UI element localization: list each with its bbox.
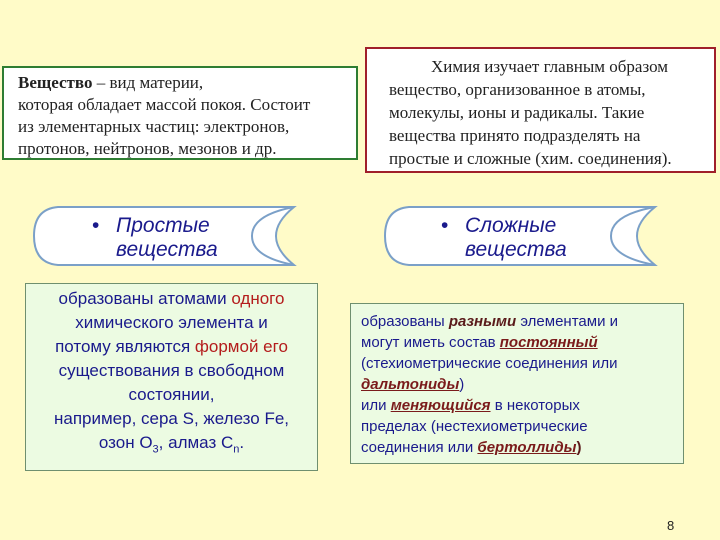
- complex-desc-line-1: [361, 311, 677, 332]
- simple-title-line-2: вещества: [116, 238, 218, 261]
- definition-line-2: которая обладает массой покоя. Состоит: [18, 95, 311, 114]
- simple-desc-line-5: состоянии,: [128, 385, 215, 404]
- complex-desc-line-5: [361, 395, 677, 416]
- complex-desc-line-7: [361, 437, 677, 458]
- complex-description: [350, 303, 684, 464]
- definition-term: Вещество: [18, 73, 93, 92]
- chemistry-line-3: молекулы, ионы и радикалы. Такие: [389, 103, 645, 122]
- chemistry-line-4: вещества принято подразделять на: [389, 126, 641, 145]
- simple-desc-line-7: [30, 431, 313, 461]
- definition-line-3: из элементарных частиц: электронов,: [18, 117, 290, 136]
- complex-title-line-1: Сложные: [465, 214, 557, 237]
- complex-text: могут иметь состав: [361, 334, 500, 351]
- simple-text: образованы атомами: [58, 289, 232, 308]
- complex-text: ): [459, 376, 465, 393]
- chemistry-box: [365, 47, 716, 173]
- page-number: 8: [667, 518, 675, 533]
- complex-em-constant: постоянный: [499, 334, 598, 351]
- complex-text: элементами и: [516, 313, 618, 330]
- simple-text: , алмаз C: [158, 433, 234, 452]
- simple-bullet: •: [92, 214, 100, 237]
- definition-line-1: [18, 72, 346, 94]
- complex-text: образованы: [361, 313, 449, 330]
- complex-bullet: •: [441, 214, 449, 237]
- matter-definition-box: [2, 66, 358, 160]
- complex-text: ): [576, 439, 582, 456]
- complex-text: в некоторых: [490, 397, 580, 414]
- ozone-subscript: 3: [152, 443, 159, 456]
- complex-desc-line-4: [361, 374, 677, 395]
- complex-em-different: разными: [448, 313, 517, 330]
- chemistry-line-1: Химия изучает главным образом: [431, 57, 669, 76]
- complex-substances-title: [441, 214, 567, 262]
- simple-desc-line-3: [30, 335, 313, 359]
- simple-desc-line-2: химического элемента и: [75, 313, 268, 332]
- complex-em-berthollides: бертоллиды: [477, 439, 577, 456]
- simple-text: потому являются: [55, 337, 195, 356]
- chemistry-line-2: вещество, организованное в атомы,: [389, 80, 646, 99]
- complex-text: или: [361, 397, 391, 414]
- simple-desc-line-4: существования в свободном: [58, 361, 285, 380]
- complex-em-changing: меняющийся: [390, 397, 491, 414]
- simple-title-line-1: Простые: [116, 214, 210, 237]
- simple-desc-line-1: [30, 287, 313, 311]
- complex-title-line-2: вещества: [465, 238, 567, 261]
- chemistry-line-5: простые и сложные (хим. соединения).: [389, 149, 672, 168]
- definition-rest: – вид материи,: [92, 73, 204, 92]
- simple-highlight-one: одного: [231, 289, 285, 308]
- complex-em-daltonides: дальтониды: [361, 376, 460, 393]
- simple-substances-title: [92, 214, 218, 262]
- simple-text: озон O: [98, 433, 153, 452]
- simple-desc-line-6: например, сера S, железо Fe,: [53, 409, 290, 428]
- complex-desc-line-2: [361, 332, 677, 353]
- simple-description: [25, 283, 318, 471]
- complex-desc-line-6: пределах (нестехиометрические: [361, 418, 588, 435]
- complex-text: соединения или: [361, 439, 478, 456]
- diamond-subscript: n: [233, 443, 240, 456]
- simple-text: .: [239, 433, 245, 452]
- simple-highlight-form: формой его: [194, 337, 288, 356]
- complex-desc-line-3: (стехиометрические соединения или: [361, 355, 618, 372]
- definition-line-4: протонов, нейтронов, мезонов и др.: [18, 139, 277, 158]
